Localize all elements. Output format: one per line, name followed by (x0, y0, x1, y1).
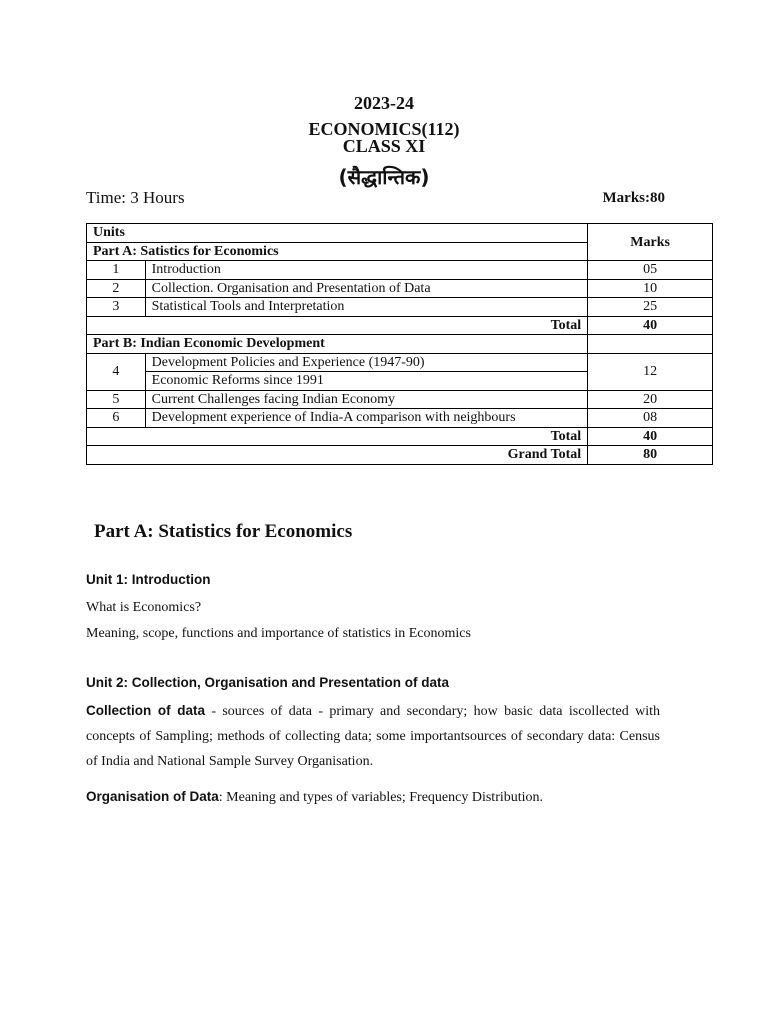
unit-number: 6 (87, 409, 146, 428)
unit-marks: 10 (588, 279, 713, 298)
organisation-lead: Organisation of Data (86, 789, 219, 804)
collection-paragraph (86, 698, 660, 774)
unit-topic: Economic Reforms since 1991 (145, 372, 588, 391)
unit-marks: 25 (588, 298, 713, 317)
total-value: 40 (588, 316, 713, 335)
unit-marks: 08 (588, 409, 713, 428)
organisation-paragraph (86, 789, 660, 806)
hindi-subtitle: (सैद्धान्तिक) (338, 165, 430, 189)
table-row (87, 409, 713, 428)
empty-cell (588, 335, 713, 354)
section-title: Part A: Statistics for Economics (94, 521, 353, 542)
part-b-row (87, 335, 713, 354)
grand-total-value: 80 (588, 446, 713, 465)
part-b-title: Part B: Indian Economic Development (87, 335, 588, 354)
unit-topic: Statistical Tools and Interpretation (145, 298, 588, 317)
unit-topic: Collection. Organisation and Presentation of Data (145, 279, 588, 298)
subject-title: ECONOMICS(112) (308, 119, 460, 139)
total-label: Total (87, 316, 588, 335)
table-row (87, 261, 713, 280)
unit-number: 5 (87, 390, 146, 409)
unit-topic: Introduction (145, 261, 588, 280)
class-title: CLASS XI (342, 136, 426, 156)
unit1-heading: Unit 1: Introduction (86, 572, 211, 587)
table-row (87, 353, 713, 372)
unit-marks: 12 (588, 353, 713, 390)
unit-topic: Development experience of India-A comparison with neighbours (145, 409, 588, 428)
table-row (87, 279, 713, 298)
unit-marks: 20 (588, 390, 713, 409)
grand-total-row (87, 446, 713, 465)
unit-number: 4 (87, 353, 146, 390)
part-a-title: Part A: Satistics for Economics (87, 242, 588, 261)
unit-number: 2 (87, 279, 146, 298)
total-value: 40 (588, 427, 713, 446)
unit-number: 3 (87, 298, 146, 317)
unit-number: 1 (87, 261, 146, 280)
syllabus-table (86, 223, 713, 465)
units-header: Units (87, 224, 588, 243)
organisation-text: : Meaning and types of variables; Frequency Distribution. (218, 790, 544, 805)
unit-topic: Current Challenges facing Indian Economy (145, 390, 588, 409)
unit-topic: Development Policies and Experience (1947-90) (145, 353, 588, 372)
unit-marks: 05 (588, 261, 713, 280)
part-a-total-row (87, 316, 713, 335)
marks-label: Marks:80 (602, 190, 665, 206)
marks-header: Marks (588, 224, 713, 261)
time-label: Time: 3 Hours (86, 188, 185, 207)
table-header-row (87, 224, 713, 243)
unit1-line1: What is Economics? (86, 600, 202, 615)
academic-year: 2023-24 (354, 93, 414, 113)
grand-total-label: Grand Total (87, 446, 588, 465)
collection-lead: Collection of data (86, 703, 205, 718)
collection-text: - sources of data - primary and secondary; how basic data iscollected with concepts of Sampling; methods of collecting data; some importantsources of secondary data: Census of India and National Sample Survey Organisation. (86, 704, 660, 769)
unit2-heading: Unit 2: Collection, Organisation and Presentation of data (86, 675, 450, 690)
table-row (87, 298, 713, 317)
table-row (87, 390, 713, 409)
total-label: Total (87, 427, 588, 446)
part-b-total-row (87, 427, 713, 446)
unit1-line2: Meaning, scope, functions and importance of statistics in Economics (86, 626, 471, 641)
